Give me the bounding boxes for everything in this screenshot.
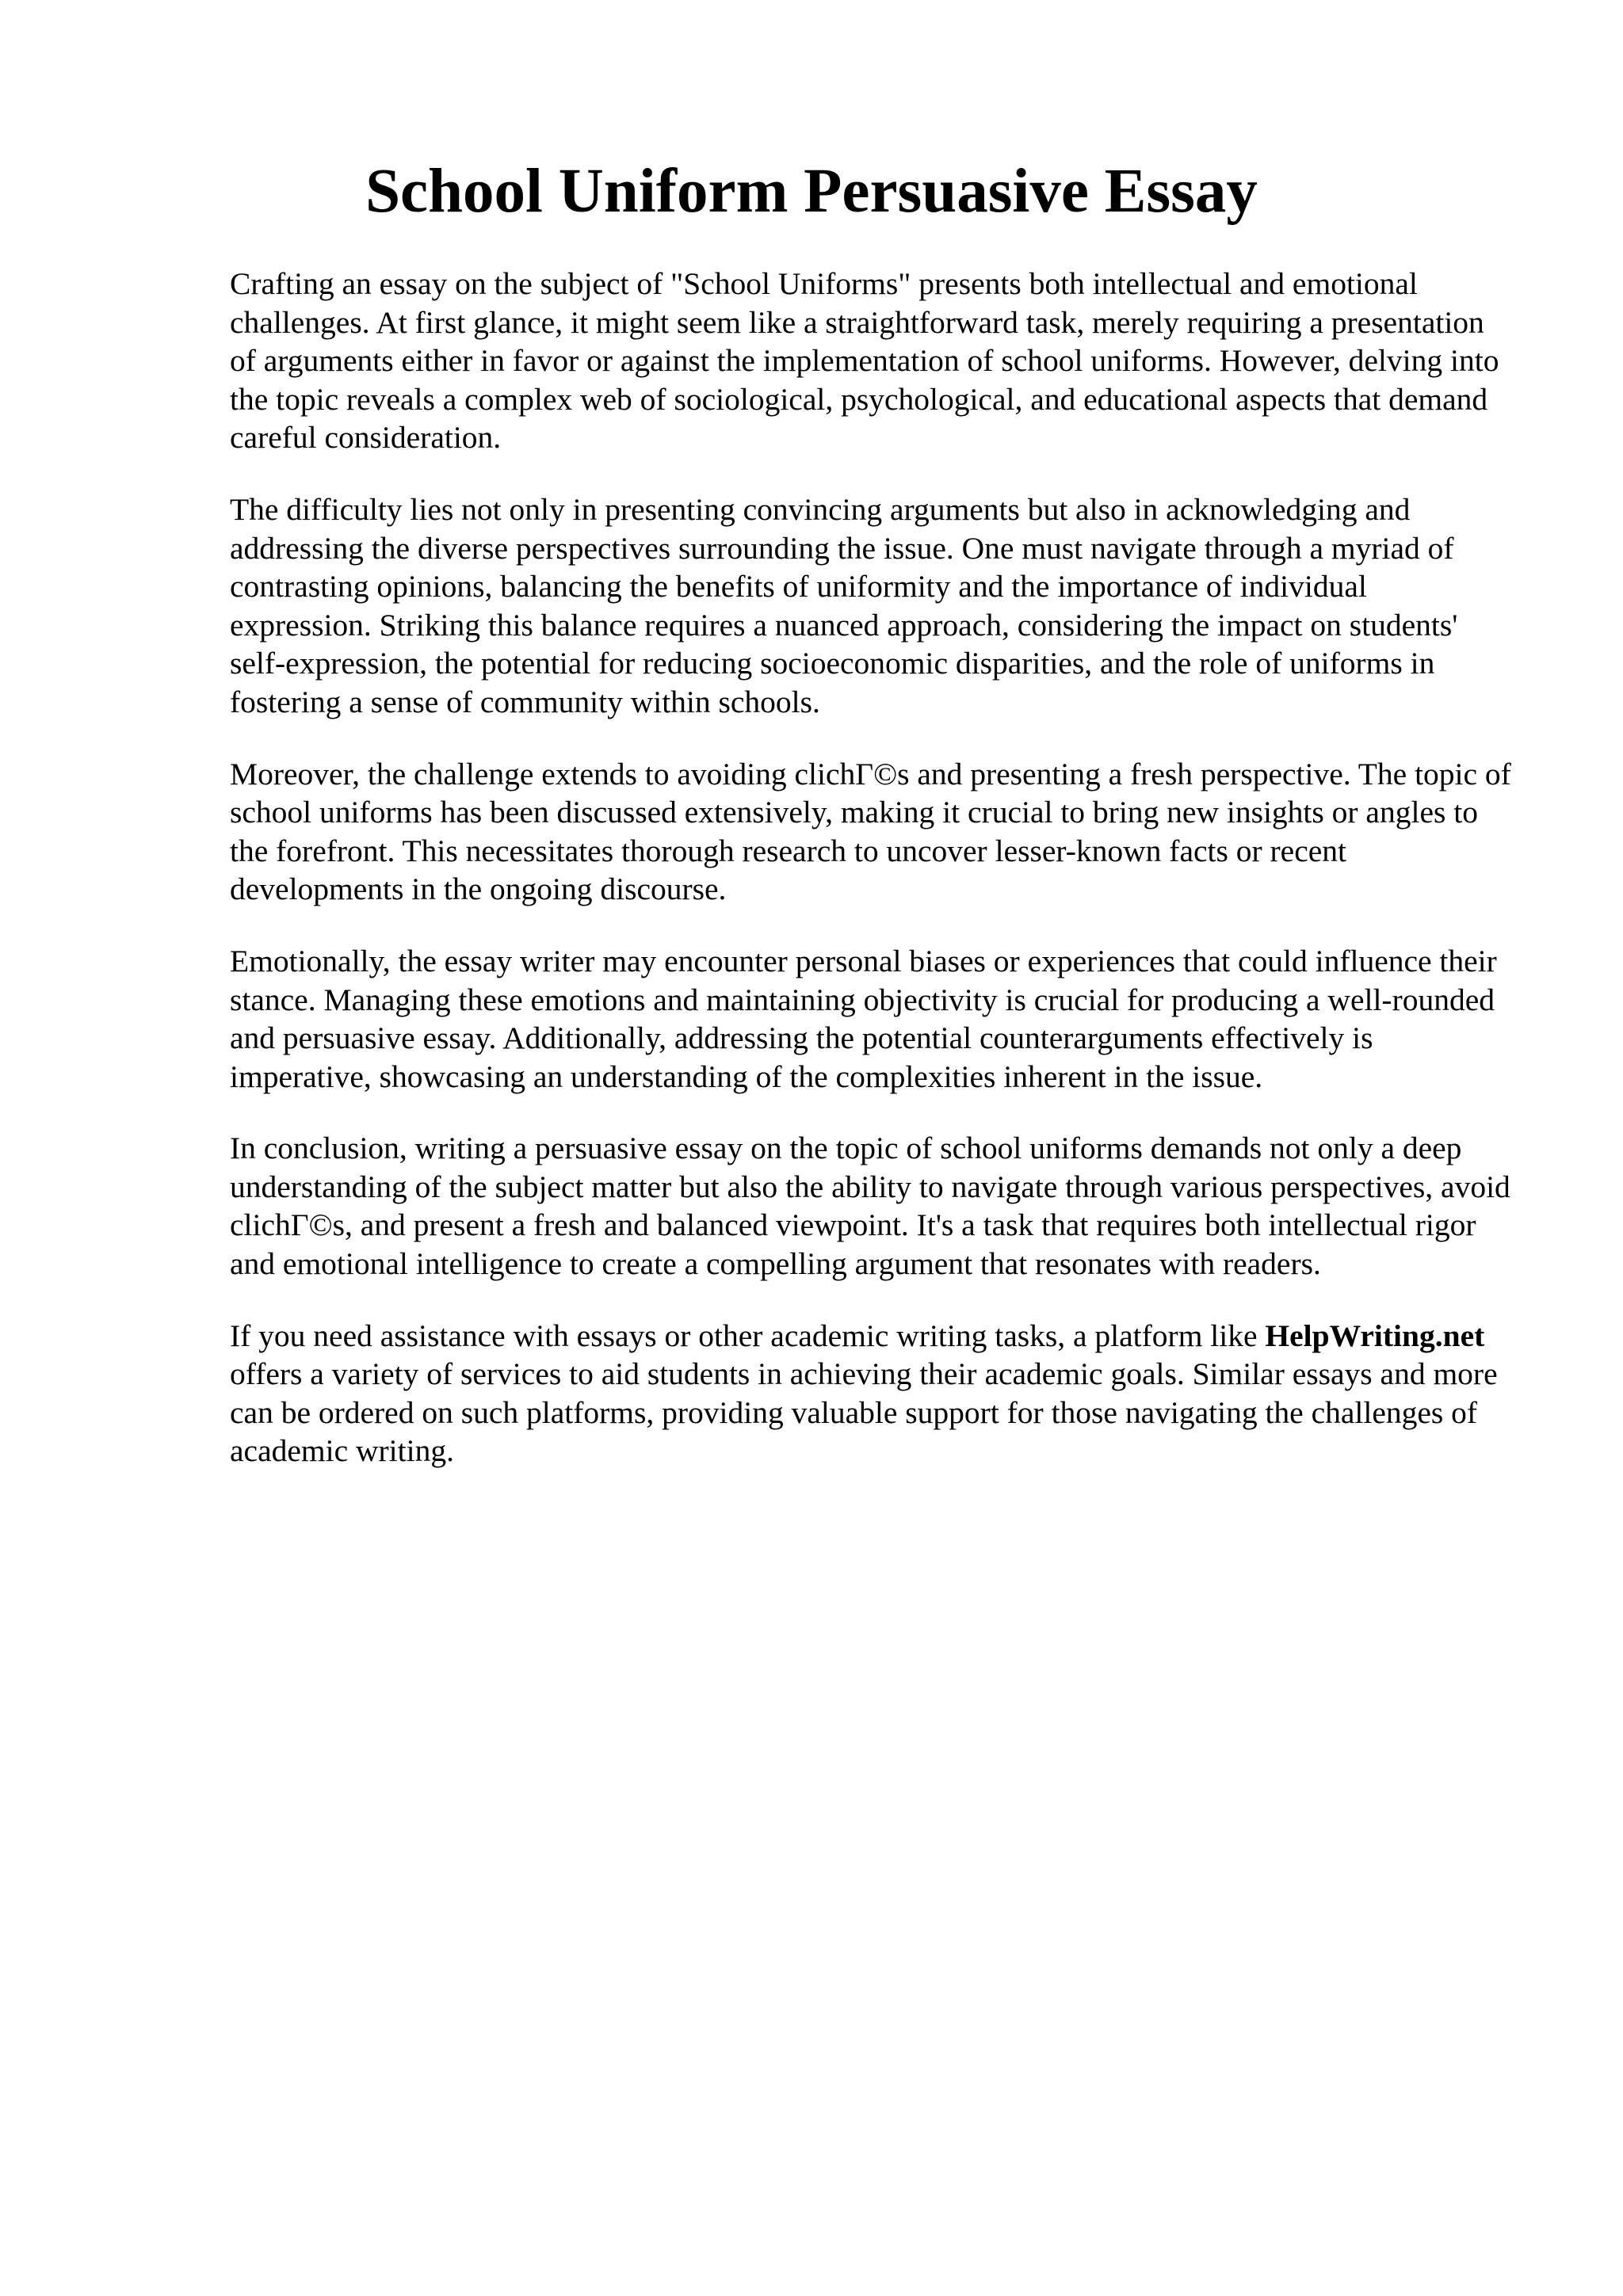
closing-text-after-link: offers a variety of services to aid students in achieving their academic goals. Similar essays and more can be ordered on such platforms, providing valuable support for those navigating the challenges of academic writing. bbox=[230, 1356, 1498, 1469]
paragraph-cliches: Moreover, the challenge extends to avoiding clichΓ©s and presenting a fresh perspective. The topic of school uniforms has been discussed extensively, making it crucial to bring new insights or angles to the forefront. This necessitates thorough research to uncover lesser-known facts or recent developments in the ongoing discourse. bbox=[230, 756, 1511, 907]
closing-text-before-link: If you need assistance with essays or other academic writing tasks, a platform like bbox=[230, 1318, 1266, 1353]
paragraph-difficulty: The difficulty lies not only in presenting convincing arguments but also in acknowledging and addressing the diverse perspectives surrounding the issue. One must navigate through a myriad of contrasting opinions, balancing the benefits of uniformity and the importance of individual expression. Striking this balance requires a nuanced approach, considering the impact on students' self-expression, the potential for reducing socioeconomic disparities, and the role of uniforms in fostering a sense of community within schools. bbox=[230, 491, 1458, 719]
paragraph-conclusion: In conclusion, writing a persuasive essay on the topic of school uniforms demands not only a deep understanding of the subject matter but also the ability to navigate through various perspectives, avoid clichΓ©s, and present a fresh and balanced viewpoint. It's a task that requires both intellectual rigor and emotional intelligence to create a compelling argument that resonates with readers. bbox=[230, 1131, 1510, 1282]
paragraph-intro: Crafting an essay on the subject of "School Uniforms" presents both intellectual and emotional challenges. At first glance, it might seem like a straightforward task, merely requiring a presentation of arguments either in favor or against the implementation of school uniforms. However, delving into the topic reveals a complex web of sociological, psychological, and educational aspects that demand careful consideration. bbox=[230, 266, 1499, 456]
essay-title: School Uniform Persuasive Essay bbox=[365, 157, 1258, 226]
helpwriting-link[interactable]: HelpWriting.net bbox=[1265, 1318, 1485, 1353]
paragraph-emotional: Emotionally, the essay writer may encounter personal biases or experiences that could influence their stance. Managing these emotions and maintaining objectivity is crucial for producing a well-rounded and persuasive essay. Additionally, addressing the potential counterarguments effectively is imperative, showcasing an understanding of the complexities inherent in the issue. bbox=[230, 943, 1497, 1094]
essay-body bbox=[230, 265, 1514, 1504]
paragraph-closing bbox=[230, 1317, 1514, 1470]
